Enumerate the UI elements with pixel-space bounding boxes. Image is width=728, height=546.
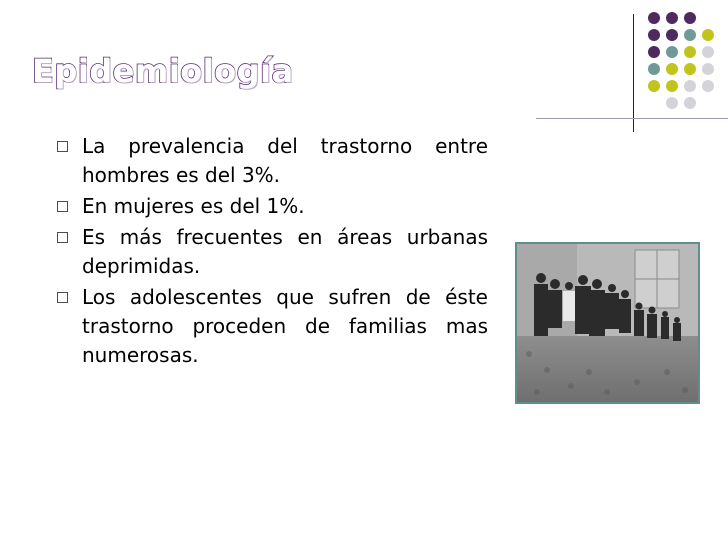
grey-dot [702, 46, 714, 58]
grey-dot [684, 97, 696, 109]
purple-dot [648, 46, 660, 58]
decorative-horizontal-line [536, 118, 728, 119]
bullet-text: En mujeres es del 1%. [82, 194, 305, 218]
olive-dot [648, 80, 660, 92]
teal-dot [648, 63, 660, 75]
purple-dot [648, 29, 660, 41]
teal-dot [684, 29, 696, 41]
bullet-text: La prevalencia del trastorno entre hombres es del 3%. [82, 134, 488, 187]
olive-dot [666, 80, 678, 92]
olive-dot [666, 63, 678, 75]
purple-dot [666, 12, 678, 24]
bullet-text: Es más frecuentes en áreas urbanas deprimidas. [82, 225, 488, 278]
olive-dot [684, 63, 696, 75]
bullet-item [52, 283, 488, 370]
decorative-vertical-line [633, 14, 634, 132]
square-bullet-icon [57, 201, 68, 212]
olive-dot [702, 29, 714, 41]
grey-dot [702, 80, 714, 92]
bullet-item [52, 132, 488, 190]
bullet-list [52, 132, 488, 372]
square-bullet-icon [57, 232, 68, 243]
square-bullet-icon [57, 141, 68, 152]
slide-title: Epidemiología [32, 52, 294, 90]
purple-dot [684, 12, 696, 24]
bullet-item [52, 192, 488, 221]
olive-dot [684, 46, 696, 58]
purple-dot [648, 12, 660, 24]
purple-dot [666, 29, 678, 41]
family-group-photo-icon [517, 244, 698, 402]
grey-dot [666, 97, 678, 109]
grey-dot [684, 80, 696, 92]
square-bullet-icon [57, 292, 68, 303]
bullet-item [52, 223, 488, 281]
teal-dot [666, 46, 678, 58]
grey-dot [702, 63, 714, 75]
family-photo [515, 242, 700, 404]
bullet-text: Los adolescentes que sufren de éste trastorno proceden de familias mas numerosas. [82, 285, 488, 367]
